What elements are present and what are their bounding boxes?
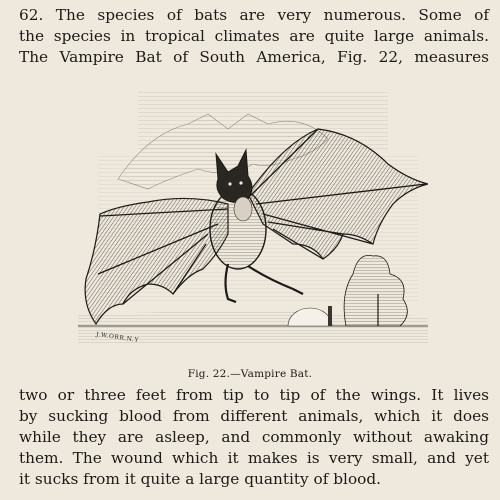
bottom-paragraph xyxy=(19,385,489,490)
text-line: The Vampire Bat of South America, Fig. 22, measures xyxy=(19,48,489,66)
figure-caption: Fig. 22.—Vampire Bat. xyxy=(187,368,313,380)
text-line: two or three feet from tip to tip of the wings. It lives xyxy=(19,386,489,404)
top-paragraph xyxy=(19,5,489,68)
text-line: them. The wound which it makes is very small, and yet xyxy=(19,449,489,467)
vampire-bat-illustration xyxy=(78,84,428,364)
text-line: 62. The species of bats are very numerous. Some of xyxy=(19,6,489,24)
text-line: it sucks from it quite a large quantity of blood. xyxy=(19,470,382,488)
text-line: the species in tropical climates are quite large animals. xyxy=(19,27,489,45)
engraver-signature: J.W.ORR.N.Y xyxy=(95,331,140,344)
left-wing xyxy=(85,198,228,324)
text-line: by sucking blood from different animals, which it does xyxy=(19,407,489,425)
text-line: while they are asleep, and commonly without awaking xyxy=(19,428,489,446)
